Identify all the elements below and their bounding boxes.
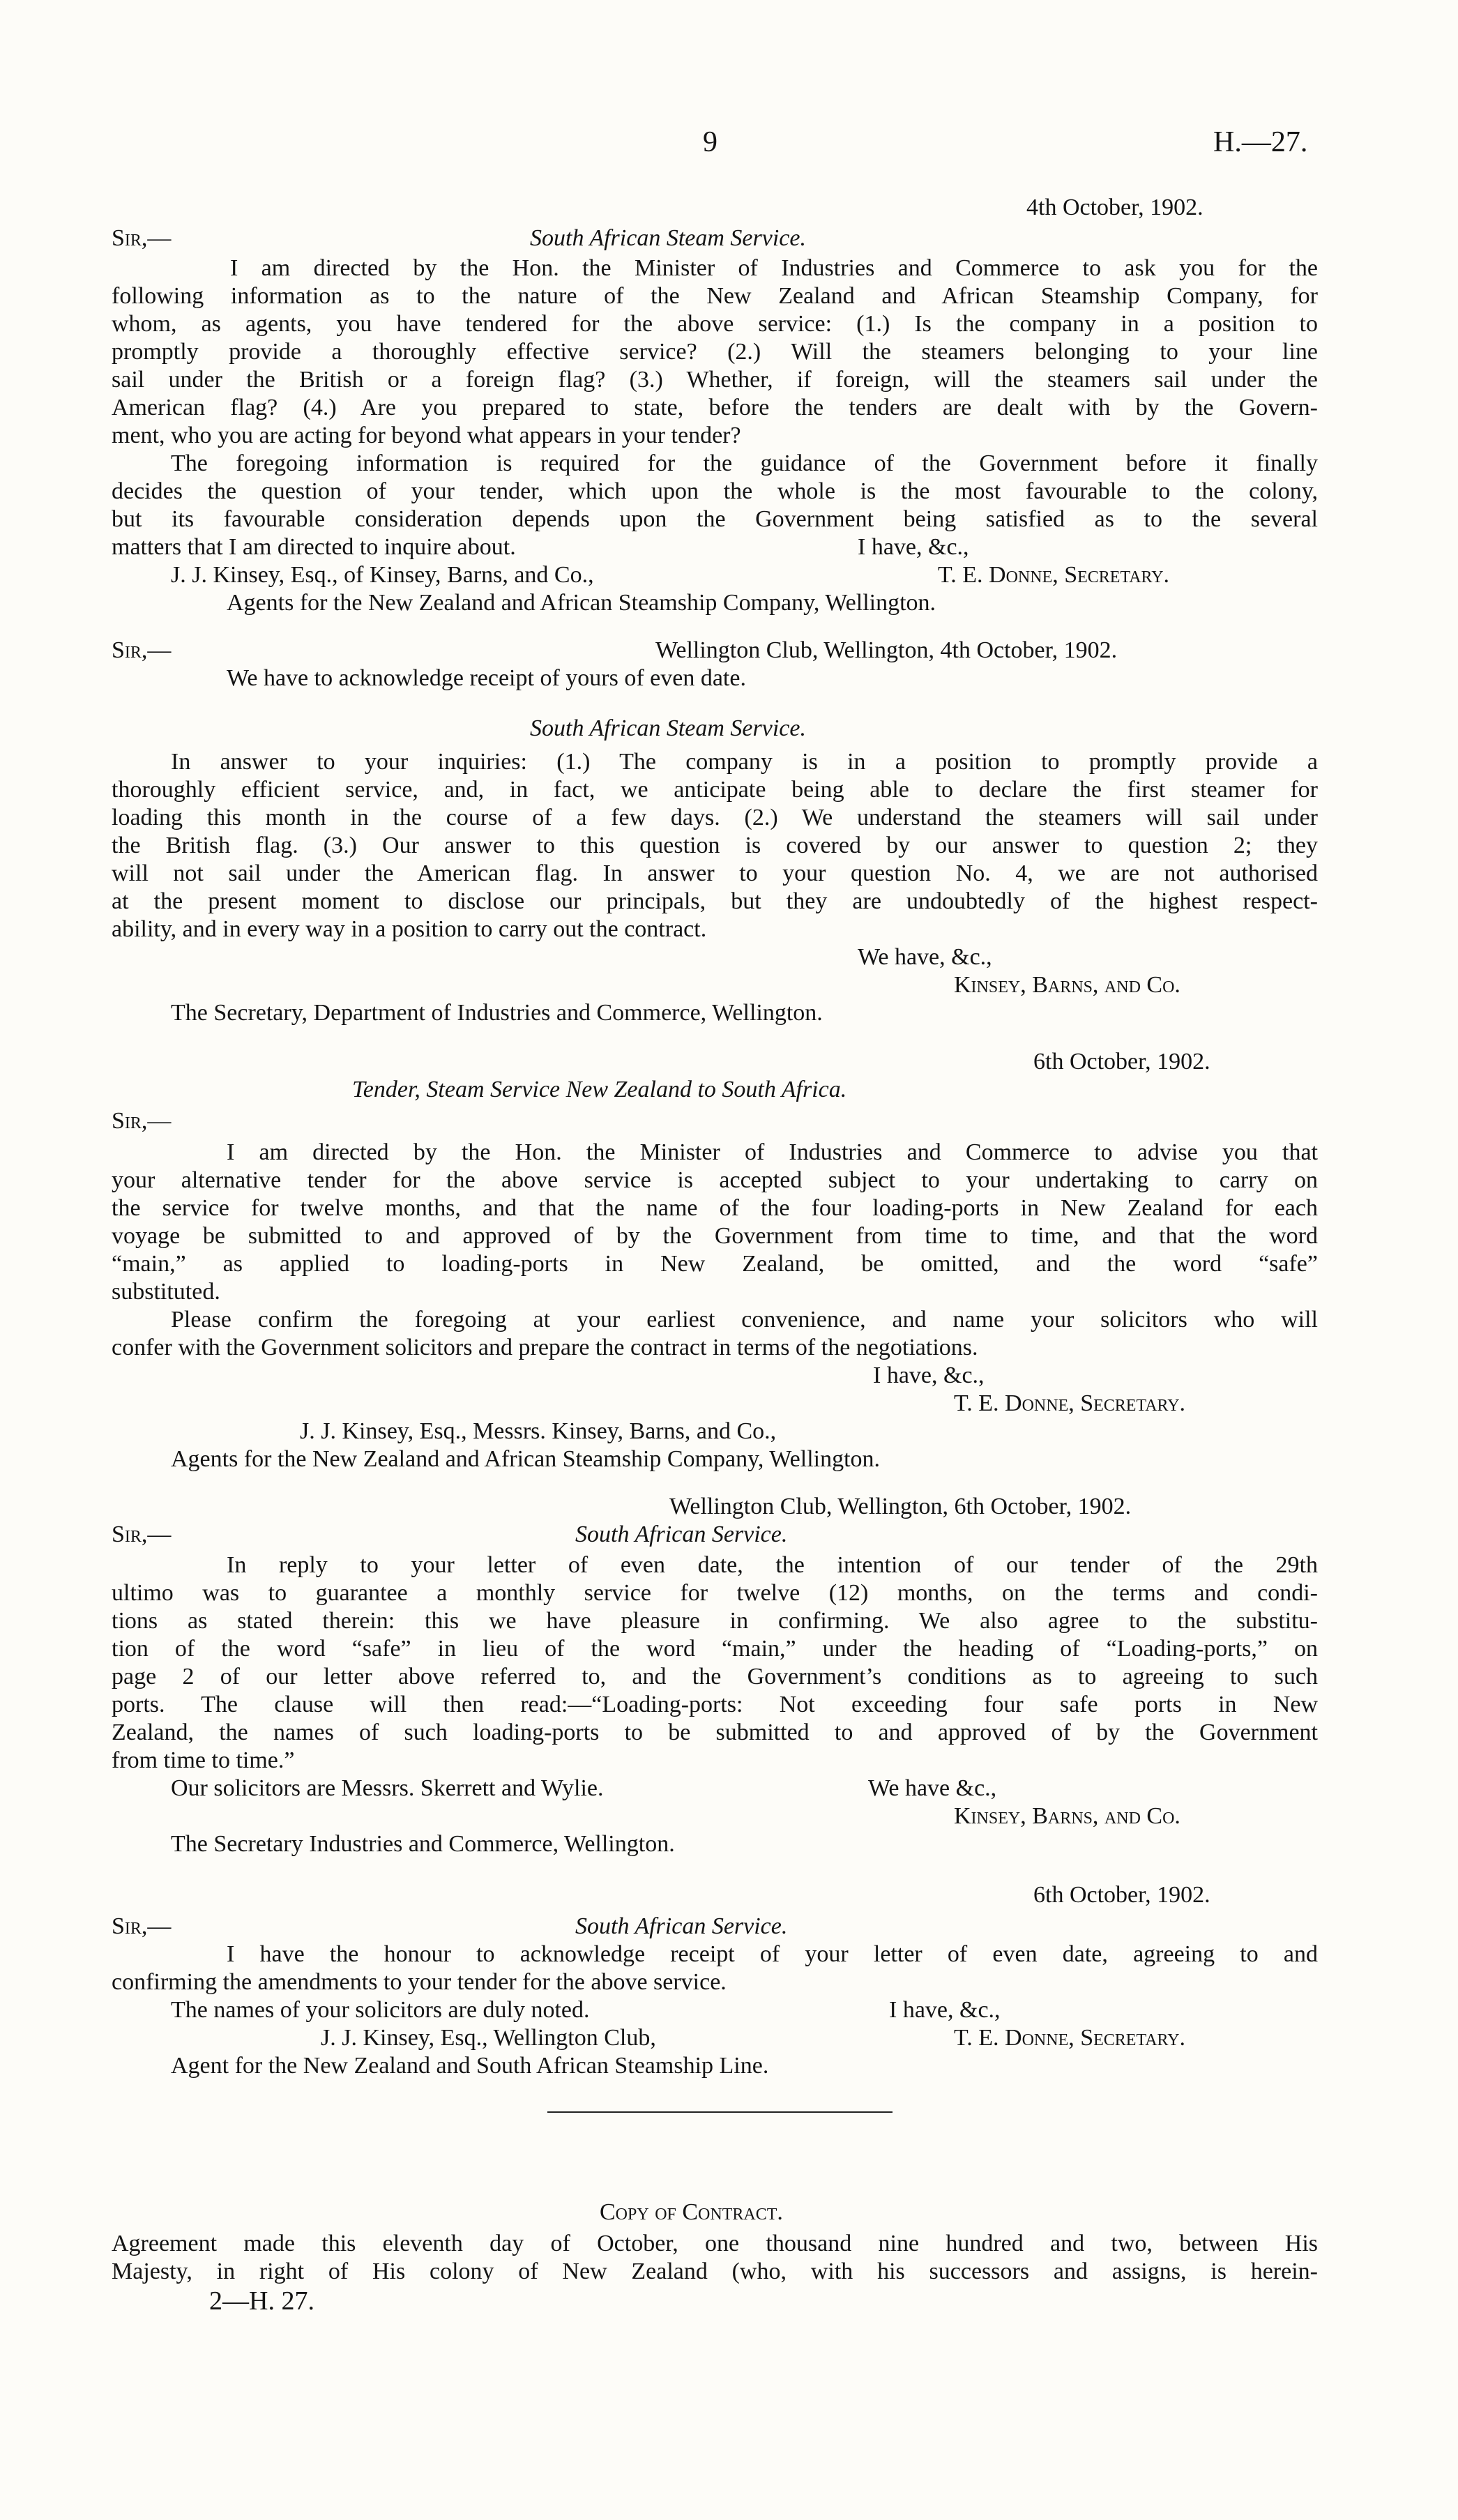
letter2-line: will not sail under the American flag. In answer to your question No. 4, we are not authorised xyxy=(112,861,1318,886)
letter3-closing: I have, &c., xyxy=(873,1363,985,1388)
letter3-line: confer with the Government solicitors and prepare the contract in terms of the negotiations. xyxy=(112,1335,978,1360)
letter3-subject: Tender, Steam Service New Zealand to South Africa. xyxy=(352,1077,847,1102)
letter1-salutation: Sir,— xyxy=(112,225,172,251)
letter2-salutation: Sir,— xyxy=(112,637,172,663)
letter1-line: whom, as agents, you have tendered for the above service: (1.) Is the company in a position to xyxy=(112,312,1318,337)
letter4-line: In reply to your letter of even date, the intention of our tender of the 29th xyxy=(227,1553,1318,1578)
letter2-line: In answer to your inquiries: (1.) The company is in a position to promptly provide a xyxy=(171,750,1318,775)
letter1-line: American flag? (4.) Are you prepared to state, before the tenders are dealt with by the Govern- xyxy=(112,395,1318,420)
letter3-line: “main,” as applied to loading-ports in New Zealand, be omitted, and the word “safe” xyxy=(112,1252,1318,1277)
letter5-signature: T. E. Donne, Secretary. xyxy=(954,2025,1186,2051)
letter4-subject: South African Service. xyxy=(575,1521,788,1547)
contract-line: Agreement made this eleventh day of October, one thousand nine hundred and two, between His xyxy=(112,2231,1318,2256)
letter3-line: your alternative tender for the above service is accepted subject to your undertaking to carry on xyxy=(112,1168,1318,1193)
letter5-subject: South African Service. xyxy=(575,1913,788,1939)
letter2-place-date: Wellington Club, Wellington, 4th October, 1902. xyxy=(655,637,1118,663)
letter3-line: I am directed by the Hon. the Minister of Industries and Commerce to advise you that xyxy=(227,1140,1318,1165)
letter4-recipient: The Secretary Industries and Commerce, Wellington. xyxy=(171,1831,675,1857)
letter1-line: decides the question of your tender, which upon the whole is the most favourable to the colony, xyxy=(112,479,1318,504)
letter3-addressee: J. J. Kinsey, Esq., Messrs. Kinsey, Barns, and Co., xyxy=(300,1418,777,1444)
letter5-names-line: The names of your solicitors are duly noted. xyxy=(171,1997,590,2023)
letter5-date: 6th October, 1902. xyxy=(1033,1882,1210,1908)
letter1-line: I am directed by the Hon. the Minister of Industries and Commerce to ask you for the xyxy=(230,256,1318,281)
letter5-salutation: Sir,— xyxy=(112,1913,172,1939)
letter2-line: loading this month in the course of a few days. (2.) We understand the steamers will sail under xyxy=(112,805,1318,830)
letter2-signature: Kinsey, Barns, and Co. xyxy=(954,972,1180,998)
letter2-line: the British flag. (3.) Our answer to this question is covered by our answer to question 2; they xyxy=(112,833,1318,858)
letter3-line: voyage be submitted to and approved of by the Government from time to time, and that the word xyxy=(112,1224,1318,1249)
letter2-line: at the present moment to disclose our principals, but they are undoubtedly of the highest respect- xyxy=(112,889,1318,914)
document-reference: H.—27. xyxy=(1213,126,1308,158)
letter1-line: promptly provide a thoroughly effective service? (2.) Will the steamers belonging to your line xyxy=(112,340,1318,365)
letter1-addressee-line2: Agents for the New Zealand and African Steamship Company, Wellington. xyxy=(227,590,936,616)
letter1-line: ment, who you are acting for beyond what appears in your tender? xyxy=(112,423,741,448)
letter3-signature: T. E. Donne, Secretary. xyxy=(954,1390,1186,1416)
letter5-line: I have the honour to acknowledge receipt of your letter of even date, agreeing to and xyxy=(227,1942,1318,1967)
letter5-addressee-line2: Agent for the New Zealand and South African Steamship Line. xyxy=(171,2053,769,2079)
letter4-line: ultimo was to guarantee a monthly service for twelve (12) months, on the terms and condi- xyxy=(112,1581,1318,1606)
letter1-subject: South African Steam Service. xyxy=(530,225,806,251)
letter1-closing: I have, &c., xyxy=(858,534,969,560)
letter1-signature: T. E. Donne, Secretary. xyxy=(938,562,1170,588)
page-number: 9 xyxy=(703,126,717,158)
letter1-addressee: J. J. Kinsey, Esq., of Kinsey, Barns, and Co., xyxy=(171,562,594,588)
letter4-place-date: Wellington Club, Wellington, 6th October, 1902. xyxy=(669,1494,1132,1519)
letter5-addressee: J. J. Kinsey, Esq., Wellington Club, xyxy=(321,2025,656,2051)
letter3-addressee-line2: Agents for the New Zealand and African Steamship Company, Wellington. xyxy=(171,1446,881,1472)
letter3-line: substituted. xyxy=(112,1279,220,1305)
letter5-line: confirming the amendments to your tender for the above service. xyxy=(112,1969,727,1995)
letter3-line: Please confirm the foregoing at your earliest convenience, and name your solicitors who will xyxy=(171,1307,1318,1333)
letter3-line: the service for twelve months, and that the name of the four loading-ports in New Zealand for each xyxy=(112,1196,1318,1221)
letter4-solicitors: Our solicitors are Messrs. Skerrett and Wylie. xyxy=(171,1775,604,1801)
letter4-closing: We have &c., xyxy=(868,1775,997,1801)
letter2-line: ability, and in every way in a position to carry out the contract. xyxy=(112,916,707,942)
letter2-ack: We have to acknowledge receipt of yours of even date. xyxy=(227,665,746,691)
letter2-closing: We have, &c., xyxy=(858,944,992,970)
letter4-signature: Kinsey, Barns, and Co. xyxy=(954,1803,1180,1829)
letter2-subject: South African Steam Service. xyxy=(530,715,806,741)
letter1-line: following information as to the nature of the New Zealand and African Steamship Company, for xyxy=(112,284,1318,309)
letter2-recipient: The Secretary, Department of Industries and Commerce, Wellington. xyxy=(171,1000,823,1026)
letter4-line: tion of the word “safe” in lieu of the word “main,” under the heading of “Loading-ports,” on xyxy=(112,1637,1318,1662)
section-divider xyxy=(547,2111,893,2113)
letter5-closing: I have, &c., xyxy=(889,1997,1001,2023)
letter4-line: tions as stated therein: this we have pleasure in confirming. We also agree to the substitu- xyxy=(112,1609,1318,1634)
letter3-date: 6th October, 1902. xyxy=(1033,1049,1210,1075)
letter1-date: 4th October, 1902. xyxy=(1026,195,1203,220)
letter1-line: sail under the British or a foreign flag? (3.) Whether, if foreign, will the steamers sail under the xyxy=(112,367,1318,393)
letter3-salutation: Sir,— xyxy=(112,1108,172,1134)
contract-heading: Copy of Contract. xyxy=(600,2199,783,2225)
letter4-line: ports. The clause will then read:—“Loading-ports: Not exceeding four safe ports in New xyxy=(112,1692,1318,1717)
signature-mark: 2—H. 27. xyxy=(209,2286,314,2316)
letter1-line: matters that I am directed to inquire about. xyxy=(112,534,516,560)
letter4-line: from time to time.” xyxy=(112,1747,295,1773)
letter1-line: The foregoing information is required for the guidance of the Government before it finally xyxy=(171,451,1318,476)
letter2-line: thoroughly efficient service, and, in fact, we anticipate being able to declare the first steamer for xyxy=(112,777,1318,803)
letter4-salutation: Sir,— xyxy=(112,1521,172,1547)
contract-line: Majesty, in right of His colony of New Zealand (who, with his successors and assigns, is herein- xyxy=(112,2259,1318,2284)
letter4-line: page 2 of our letter above referred to, and the Government’s conditions as to agreeing to such xyxy=(112,1664,1318,1690)
letter4-line: Zealand, the names of such loading-ports to be submitted to and approved of by the Government xyxy=(112,1720,1318,1745)
letter1-line: but its favourable consideration depends upon the Government being satisfied as to the several xyxy=(112,507,1318,532)
